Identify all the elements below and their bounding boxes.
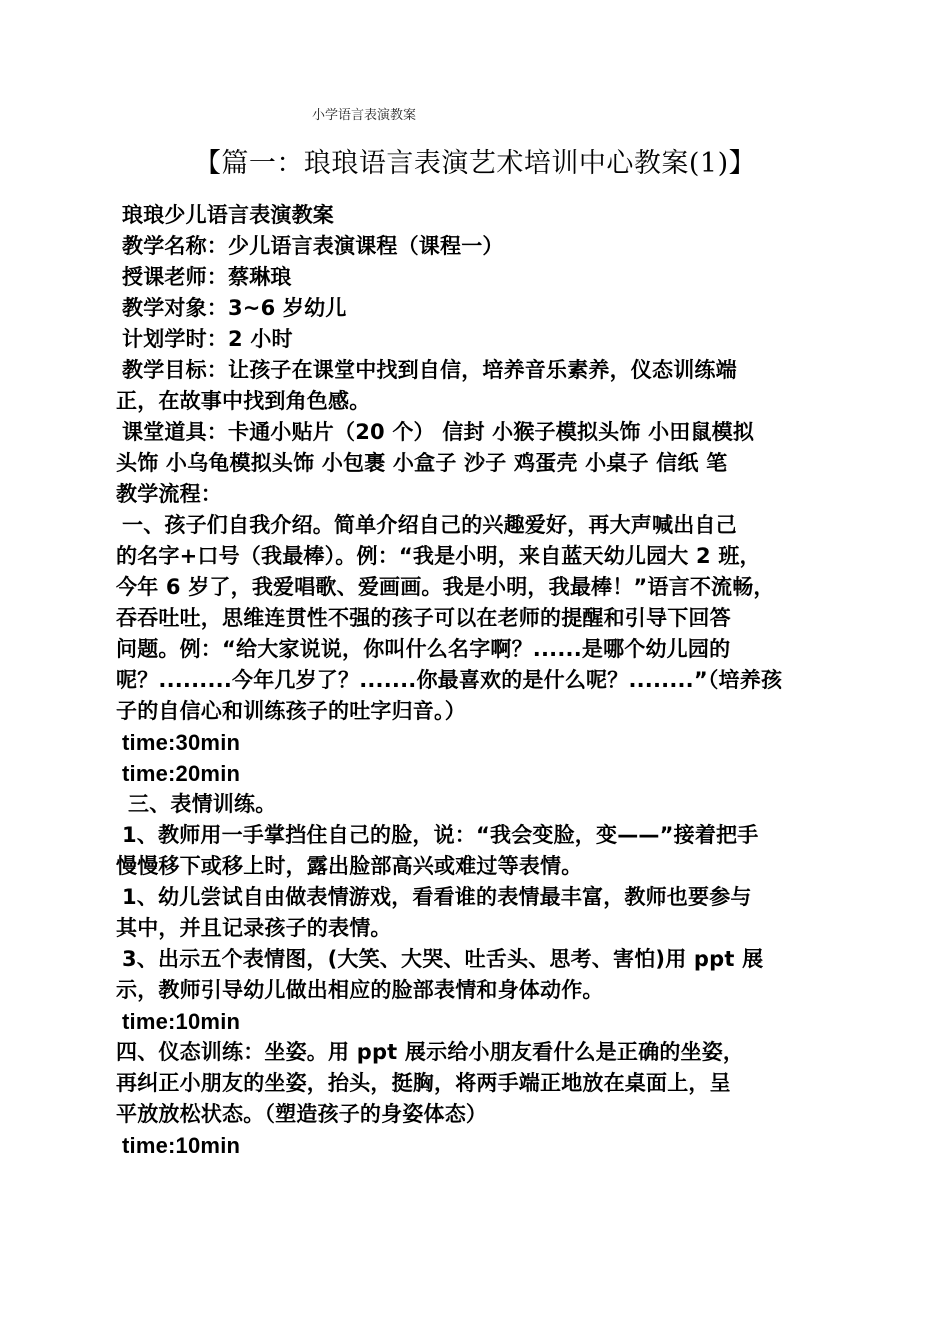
text-line: time:30min bbox=[122, 730, 241, 755]
text-line: time:10min bbox=[122, 1009, 241, 1034]
text-line: time:20min bbox=[122, 761, 241, 786]
text-line: 琅琅少儿语言表演教案 bbox=[122, 203, 334, 227]
text-line: 授课老师：蔡琳琅 bbox=[122, 265, 292, 289]
text-line: 慢慢移下或移上时，露出脸部高兴或难过等表情。 bbox=[116, 854, 583, 878]
text-line: 的名字+口号（我最棒）。例：“我是小明，来自蓝天幼儿园大 2 班， bbox=[116, 544, 761, 568]
text-line: 再纠正小朋友的坐姿，抬头，挺胸，将两手端正地放在桌面上，呈 bbox=[116, 1071, 731, 1095]
text-line: 问题。例：“给大家说说，你叫什么名字啊？......是哪个幼儿园的 bbox=[116, 637, 731, 661]
text-line: 三、表情训练。 bbox=[128, 792, 277, 816]
text-line: 教学流程： bbox=[116, 482, 222, 506]
text-line: 呢？.........今年几岁了？.......你最喜欢的是什么呢？........”（培养孩 bbox=[116, 668, 783, 692]
text-line: 头饰 小乌龟模拟头饰 小包裹 小盒子 沙子 鸡蛋壳 小桌子 信纸 笔 bbox=[116, 451, 728, 475]
text-line: 课堂道具：卡通小贴片（20 个） 信封 小猴子模拟头饰 小田鼠模拟 bbox=[122, 420, 755, 444]
text-line: 平放放松状态。（塑造孩子的身姿体态） bbox=[116, 1102, 488, 1126]
document-body bbox=[116, 200, 856, 1161]
text-line: 3、出示五个表情图，(大笑、大哭、吐舌头、思考、害怕)用 ppt 展 bbox=[122, 947, 764, 971]
text-line: 一、孩子们自我介绍。简单介绍自己的兴趣爱好，再大声喊出自己 bbox=[122, 513, 737, 537]
text-line: 吞吞吐吐，思维连贯性不强的孩子可以在老师的提醒和引导下回答 bbox=[116, 606, 731, 630]
text-line: 1、教师用一手掌挡住自己的脸，说：“我会变脸，变——”接着把手 bbox=[122, 823, 759, 847]
text-line: 正，在故事中找到角色感。 bbox=[116, 389, 371, 413]
text-line: 今年 6 岁了，我爱唱歌、爱画画。我是小明，我最棒！”语言不流畅， bbox=[116, 575, 775, 599]
text-line: 子的自信心和训练孩子的吐字归音。） bbox=[116, 699, 466, 723]
text-line: 教学对象：3~6 岁幼儿 bbox=[122, 296, 347, 320]
text-line: 计划学时：2 小时 bbox=[122, 327, 293, 351]
text-line: 示，教师引导幼儿做出相应的脸部表情和身体动作。 bbox=[116, 978, 604, 1002]
text-line: 1、幼儿尝试自由做表情游戏，看看谁的表情最丰富，教师也要参与 bbox=[122, 885, 752, 909]
text-line: 教学名称：少儿语言表演课程（课程一） bbox=[122, 234, 504, 258]
text-line: 教学目标：让孩子在课堂中找到自信，培养音乐素养，仪态训练端 bbox=[122, 358, 737, 382]
text-line: 四、仪态训练：坐姿。用 ppt 展示给小朋友看什么是正确的坐姿， bbox=[116, 1040, 745, 1064]
text-line: time:10min bbox=[122, 1133, 241, 1158]
page-header: 小学语言表演教案 bbox=[312, 108, 417, 123]
text-line: 其中，并且记录孩子的表情。 bbox=[116, 916, 392, 940]
document-title: 【篇一：琅琅语言表演艺术培训中心教案(1)】 bbox=[193, 148, 757, 179]
